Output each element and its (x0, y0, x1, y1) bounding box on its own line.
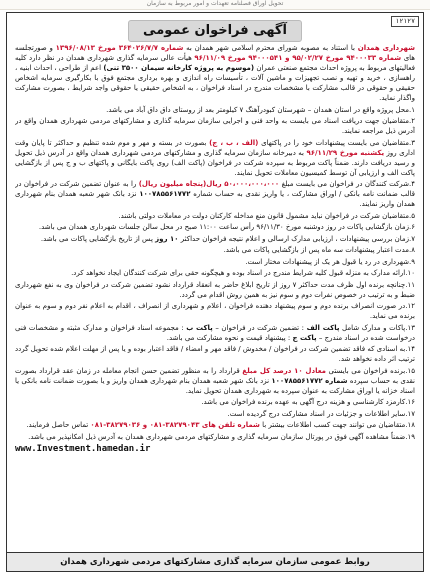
text-segment: و صورتجلسه های (15, 44, 415, 62)
text-segment: تماس حاصل فرمایند. (26, 421, 91, 429)
items-list (15, 105, 415, 442)
text-segment: ۱۱.چنانچه برنده اول ظرف مدت حداکثر ۷ روز از تاریخ ابلاغ حاضر به انعقاد قرارداد نشود تضمین شرکت در فراخوان وی به نفع شهرداری ضبط و به ترتیب در خصوص نفرات دوم و سوم نیز به همین روش اقدام می گردد. (15, 280, 415, 299)
text-segment: ۵.متقاضیان شرکت در فراخوان نباید مشمول قانون منع مداخله کارکنان دولت در معاملات دولتی باشند. (118, 211, 415, 220)
text-segment: قرارداد را به منظور تضمین حسن انجام معامله در زمان عقد قرارداد بصورت نقدی به حساب سپرده (15, 366, 415, 385)
url-row (15, 444, 415, 454)
list-item (15, 366, 415, 396)
bold-text: شماره ۱۰۰۷۸۵۵۶۱۷۷۲ (271, 376, 348, 385)
list-item (15, 397, 415, 407)
title-wrap (7, 19, 423, 42)
list-item (15, 323, 415, 343)
list-item (15, 432, 415, 442)
list-item (15, 268, 415, 278)
text-segment: ۱۹.ضمناً مشاهده آگهی فوق در پورتال سازمان سرمایه گذاری و مشارکتهای مردمی شهرداری همدان به آدرس ذیل امکانپذیر می باشد. (28, 432, 415, 441)
list-item (15, 301, 415, 321)
text-segment: : تضمین شرکت در فراخوان – (212, 323, 307, 332)
header-strip: تحویل اوراق فصلنامه تعهدات و امور مربوط به سازمان (0, 0, 430, 10)
highlight-text: معادل ۱۰ درصد کل مبلغ (242, 366, 326, 375)
text-segment: ۹.شهرداری در رد یا قبول هر یک از پیشنهادات مختار است. (245, 257, 415, 266)
text-segment: ۱.محل پروژه واقع در استان همدان – شهرستان کبودرآهنگ ۷ کیلومتر بعد از روستای داق داق آباد می باشد. (106, 105, 415, 114)
text-segment: ۱۵.برنده فراخوان می بایستی (326, 366, 415, 375)
text-segment: ۴.شرکت کنندگان در فراخوان می بایست مبلغ (279, 180, 415, 188)
bold-text: پاکت ج (292, 333, 317, 342)
footer-credit: روابط عمومی سازمان سرمایه گذاری مشارکتهای مردمی شهرداری همدان (7, 552, 423, 571)
text-segment: پس از تاریخ بازگشایی پاکات می باشد. (40, 234, 156, 243)
list-item (15, 234, 415, 244)
text-segment: به دبیرخانه سازمان سرمایه گذاری و مشارکتهای مردمی شهرداری همدان واقع در آدرس ذیل تحویل و رسید دریافت دارند. ضمناً پاکت مربوط به سپرده شرکت در فراخوان (پاکت الف) روی پاکت بایگانی و پاکتهای ب و ج پس از بازگشایی پاکت الف و ارزیابی آن توسط کمیسیون معاملات تحویل نمایند. (15, 148, 415, 177)
ad-code: ۱۲۱۲۷ (391, 16, 419, 27)
portal-url-link[interactable]: www.Investment.hamedan.ir (15, 443, 151, 454)
text-segment: ۱۷.سایر اطلاعات و جزئیات در اسناد مشارکت درج گردیده است. (227, 409, 415, 418)
highlight-text: شهرداری همدان (357, 44, 415, 52)
bold-text: (موسوم به پروژه کارخانه سیمان ۳۵۰۰ تنی) (103, 64, 255, 72)
ad-body (15, 43, 415, 551)
ad-title: آگهی فراخوان عمومی (128, 20, 302, 42)
advertisement-frame (6, 12, 424, 572)
text-segment: ۳.متقاضیان می بایست پیشنهادات خود را در پاکتهای (258, 138, 415, 147)
list-item (15, 344, 415, 364)
list-item (15, 211, 415, 221)
highlight-text: شماره ۹۴۰۰۰۳۳ مورخ ۹۵/۰۲/۲۷ و ۹۴۰۰۰۵۴۱ مورخ ۹۶/۱۱/۰۹ (194, 54, 402, 62)
text-segment: ۱۴.به اسنادی که فاقد تضمین شرکت در فراخوان / مخدوش / فاقد مهر و امضاء / فاقد اعتبار بوده و یا پس از مهلت اعلام شده تحویل گردد ترتیب اثر داده نخواهد شد. (15, 345, 415, 363)
list-item (15, 105, 415, 115)
bold-text: پاکت ب (186, 323, 213, 332)
text-segment: ۱۸.متقاضیان می توانند جهت کسب اطلاعات بیشتر با (259, 421, 415, 429)
bold-text: ۱۰۰۷۸۵۵۶۱۷۷۲ (139, 190, 191, 198)
highlight-text: یکشنبه مورخ ۹۶/۱۱/۲۹ (306, 148, 385, 157)
highlight-text: ۵۰،۰۰۰،۰۰۰،۰۰۰ ریال(پنجاه میلیون ریال) (138, 180, 280, 188)
text-segment: با استناد به مصوبه شورای محترم اسلامی شهر همدان به (183, 44, 358, 52)
text-segment: بصورت در بسته و مهر و موم شده تنظیم و حداکثر تا پایان وقت اداری روز (15, 138, 415, 157)
list-item (15, 280, 415, 300)
text-segment: ۲.متقاضیان جهت دریافت اسناد می بایست به واحد فنی و اجرایی سازمان سرمایه گذاری و مشارکتهای مردمی شهرداری همدان واقع در آدرس ذیل مراجعه نمایند. (15, 117, 415, 135)
highlight-text: (الف ، ب ، ج) (209, 138, 259, 147)
text-segment: هیأت عالی سرمایه گذاری شهرداری همدان در نظر دارد کلیه فعالیتهای مربوط به پروژه احداث مجتمع صنعتی عمران (15, 54, 415, 72)
list-item (15, 257, 415, 267)
text-segment: ۱۳.پاکات و مدارک شامل (339, 323, 415, 332)
text-segment: را به عنوان تضمین شرکت در فراخوان در قالب ضمانت نامه بانکی / اوراق مشارکت ، یا واریز نقدی به حساب شماره (15, 180, 415, 198)
highlight-text: شماره تلفن های ۳۸۲۷۹۰۴۳-۰۸۱ و ۳۸۲۷۹۰۳۶-۰۸۱ (90, 421, 260, 429)
text-segment: ۱۰.ارائه مدارک به منزله قبول کلیه شرایط مندرج در اسناد بوده و هیچگونه حقی برای شرکت کنندگان ایجاد نخواهد کرد. (71, 269, 415, 277)
intro-paragraph (15, 43, 415, 103)
list-item (15, 245, 415, 255)
text-segment: اعم از طراحی ، احداث ابنیه ، راهسازی ، خرید و تهیه و نصب تجهیزات و ماشین آلات ، تأسیسات راه اندازی و بهره برداری مجتمع فوق با بکارگیری سرمایه اشخاص حقیقی و حقوقی در قالب مشارکت با مشخصات مندرج در اسناد فراخوان ، به اشخاص حقیقی یا حقوقی واجد شرایط ، بصورت مشارکت واگذار نماید. (15, 64, 415, 102)
text-segment: ۱۲.در صورت انصراف برنده دوم و سوم پیشنهاد دهنده فراخوان ، اعلام و شهرداری از انصراف ، اقدام به اعلام نفر دوم و سوم به عنوان برنده می نماید. (15, 302, 415, 320)
text-segment: ۸.مدت اعتبار پیشنهادات سه ماه پس از بازگشایی پاکات می باشد. (223, 246, 415, 254)
list-item (15, 138, 415, 178)
list-item (15, 179, 415, 209)
text-segment: ۱۶.کارمزد کارشناسی و هزینه درج آگهی به عهده برنده فراخوان می باشد. (201, 398, 415, 406)
text-segment: : پیشنهاد قیمت و نحوه مشارکت می باشد. (166, 333, 293, 342)
bold-text: پاکت الف (306, 323, 340, 332)
text-segment: : مجموعه اسناد فراخوان و مدارک مثبته و مشخصات فنی درخواست شده در اسناد مندرج – (15, 323, 415, 342)
list-item (15, 409, 415, 419)
list-item (15, 222, 415, 232)
text-segment: نزد بانک شهر شعبه همدان بنام شهرداری همدان واریز نمایند. (15, 190, 415, 208)
text-segment: ۷.زمان بررسی پیشنهادات ، ارزیابی مدارک ارسالی و اعلام نتیجه فراخوان حداکثر (178, 234, 415, 243)
list-item (15, 420, 415, 430)
bold-text: ۱۰ روز (155, 234, 179, 243)
text-segment: ۶.زمان بازگشایی پاکات در روز دوشنبه مورخ ۹۶/۱۱/۳۰ رأس ساعت ۱۱:۰۰ صبح در محل سالن جلسات شهرداری همدان می باشد. (38, 223, 415, 231)
highlight-text: شماره ۳۶۴۰۲۶/۷/۷ مورخ ۱۳۹۶/۰۸/۱۳ (55, 44, 184, 52)
list-item (15, 116, 415, 136)
text-segment: نزد بانک شهر شعبه همدان بنام شهرداری همدان واریز و یا بصورت ضمانت نامه بانکی یا اسناد خزانه یا اوراق مشارکت به عنوان سپرده به شهرداری همدان تحویل نماید. (15, 376, 415, 395)
